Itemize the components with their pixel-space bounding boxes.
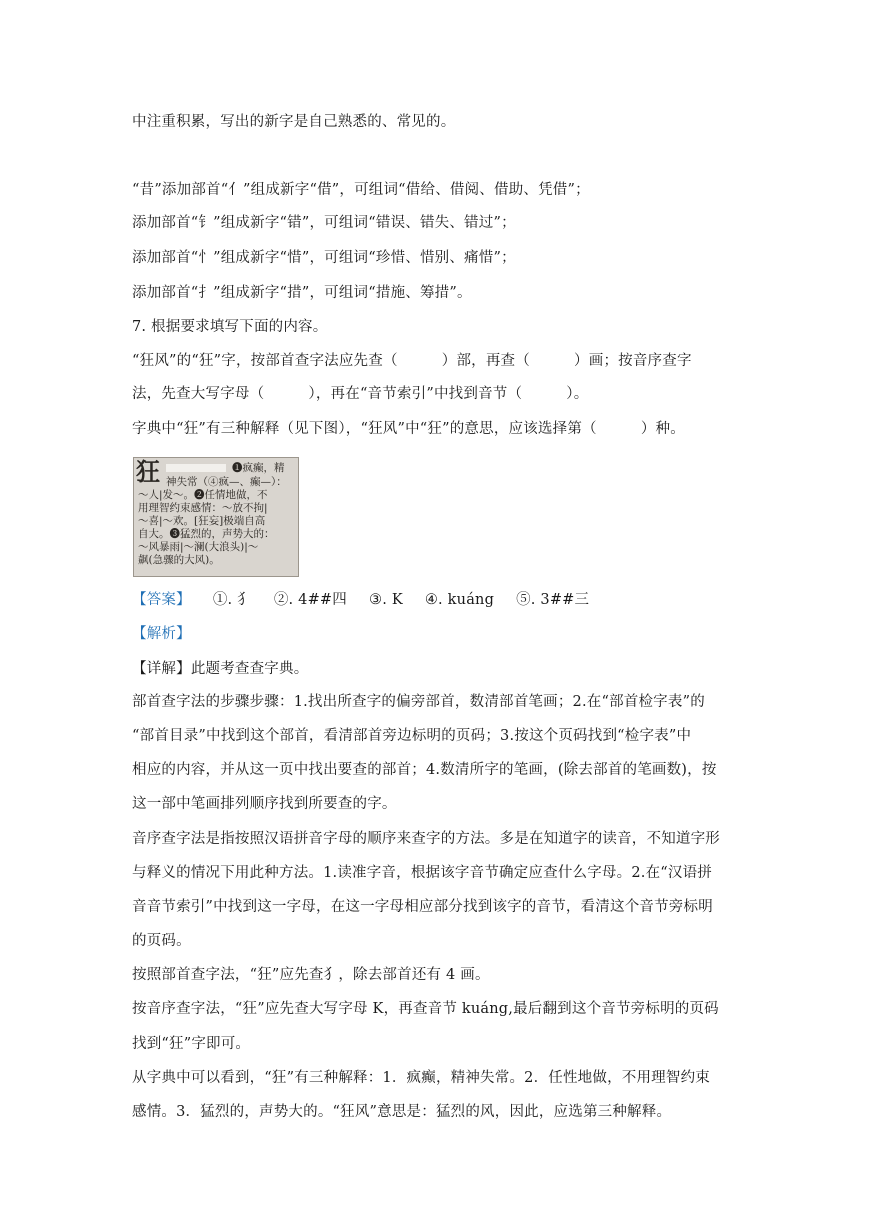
dictionary-line: 用理智约束感情：～放不拘| bbox=[138, 502, 268, 514]
dictionary-line: ～喜|～欢。[狂妄]极端自高 bbox=[138, 515, 266, 527]
detail-text: 此题考查查字典。 bbox=[190, 661, 309, 677]
radical-method-para-b: “部首目录”中找到这个部首，看清部首旁边标明的页码；3.按这个页码找到“检字表”中 bbox=[132, 728, 692, 744]
meaning-para-a: 从字典中可以看到，“狂”有三种解释：1．疯癫，精神失常。2．任性地做，不用理智约束 bbox=[132, 1070, 710, 1086]
dictionary-line: 神失常（④疯—、癫—）： bbox=[166, 476, 287, 488]
answer-item: ④. kuáng bbox=[424, 592, 495, 608]
phonetic-method-para-c: 音音节索引”中找到这一字母，在这一字母相应部分找到该字的音节，看清这个音节旁标明 bbox=[132, 899, 713, 915]
dictionary-headword: 狂 bbox=[136, 457, 160, 486]
phonetic-method-para-d: 的页码。 bbox=[132, 933, 191, 949]
radical-method-para-c: 相应的内容，并从这一页中找出要查的部首；4.数清所字的笔画，(除去部首的笔画数)，按 bbox=[132, 762, 717, 778]
radical-line-1: “昔”添加部首“亻”组成新字“借”，可组词“借给、借阅、借助、凭借”； bbox=[132, 182, 590, 198]
answer-item: ①. 犭 bbox=[212, 592, 252, 608]
question-7-text-c: 字典中“狂”有三种解释（见下图），“狂风”中“狂”的意思，应该选择第（ ）种。 bbox=[132, 421, 685, 437]
radical-method-para-a: 部首查字法的步骤步骤：1.找出所查字的偏旁部首，数清部首笔画；2.在“部首检字表”的 bbox=[132, 694, 705, 710]
dictionary-line: 自大。❸猛烈的，声势大的： bbox=[138, 528, 275, 540]
intro-line: 中注重积累，写出的新字是自己熟悉的、常见的。 bbox=[132, 114, 456, 130]
dictionary-line: ～人|发～。❷任情地做，不 bbox=[138, 489, 268, 501]
analysis-label: 【解析】 bbox=[132, 626, 191, 642]
phonetic-answer-para-b: 找到“狂”字即可。 bbox=[132, 1036, 251, 1052]
phonetic-method-para-b: 与释义的情况下用此种方法。1.读准字音，根据该字音节确定应查什么字母。2.在“汉语拼 bbox=[132, 865, 712, 881]
question-7-text-b: 法，先查大写字母（ ），再在“音节索引”中找到音节（ ）。 bbox=[132, 386, 589, 402]
answer-item: ②. 4##四 bbox=[273, 592, 347, 608]
question-7-text-a: “狂风”的“狂”字，按部首查字法应先查（ ）部，再查（ ）画；按音序查字 bbox=[132, 353, 692, 369]
dictionary-pinyin-bar bbox=[166, 464, 226, 472]
question-7-title: 7. 根据要求填写下面的内容。 bbox=[132, 319, 328, 335]
dictionary-line: ❶疯癫，精 bbox=[232, 462, 285, 474]
dictionary-entry-image bbox=[133, 457, 299, 577]
phonetic-method-para-a: 音序查字法是指按照汉语拼音字母的顺序来查字的方法。多是在知道字的读音，不知道字形 bbox=[132, 831, 720, 847]
radical-method-para-d: 这一部中笔画排列顺序找到所要查的字。 bbox=[132, 796, 397, 812]
meaning-para-b: 感情。3．猛烈的，声势大的。“狂风”意思是：猛烈的风，因此，应选第三种解释。 bbox=[132, 1104, 672, 1120]
radical-answer-para: 按照部首查字法，“狂”应先查犭，除去部首还有 4 画。 bbox=[132, 967, 490, 983]
answer-line bbox=[132, 590, 589, 610]
radical-line-3: 添加部首“忄”组成新字“惜”，可组词“珍惜、惜别、痛惜”； bbox=[132, 250, 516, 266]
answer-item: ⑤. 3##三 bbox=[516, 592, 590, 608]
answer-label: 【答案】 bbox=[132, 592, 191, 608]
detail-line bbox=[132, 659, 308, 679]
dictionary-line: 飙(急骤的大风)。 bbox=[138, 554, 220, 566]
radical-line-2: 添加部首“钅”组成新字“错”，可组词“错误、错失、错过”； bbox=[132, 215, 516, 231]
radical-line-4: 添加部首“扌”组成新字“措”，可组词“措施、筹措”。 bbox=[132, 285, 472, 301]
dictionary-line: ～风暴雨|～澜(大浪头)|～ bbox=[138, 541, 259, 553]
phonetic-answer-para-a: 按音序查字法，“狂”应先查大写字母 K，再查音节 kuáng,最后翻到这个音节旁标明的页码 bbox=[132, 1001, 719, 1017]
answer-item: ③. K bbox=[369, 592, 403, 608]
detail-label: 【详解】 bbox=[132, 661, 191, 677]
